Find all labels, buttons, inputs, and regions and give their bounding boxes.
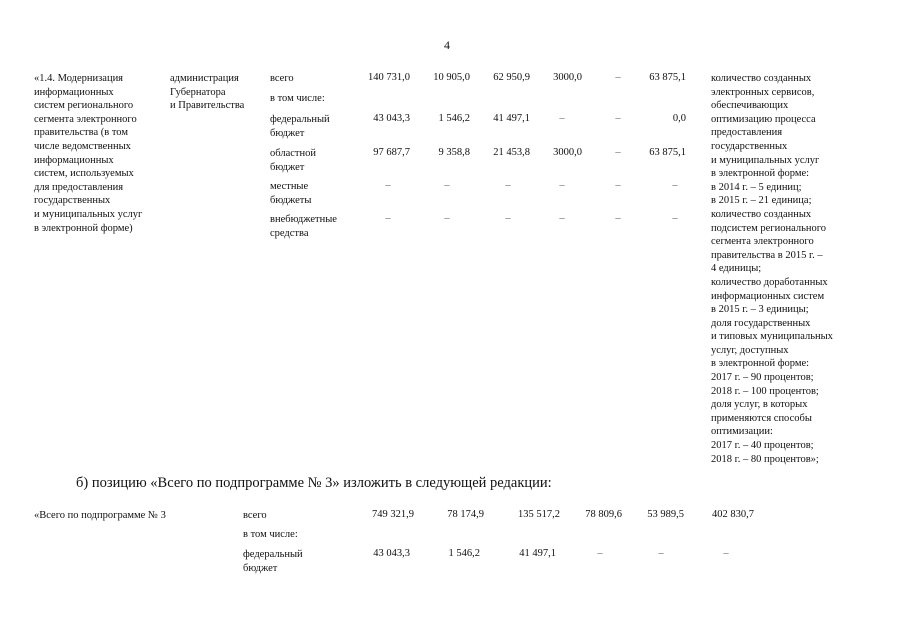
value-cell: 749 321,9 <box>372 509 414 520</box>
source-total: всего <box>243 510 267 521</box>
value-cell: 63 875,1 <box>649 72 686 83</box>
value-cell: – <box>385 180 391 191</box>
value-cell: – <box>615 113 621 124</box>
value-cell: 0,0 <box>672 113 686 124</box>
value-cell: – <box>672 180 678 191</box>
value-cell: 43 043,3 <box>373 548 410 559</box>
source-including: в том числе: <box>270 93 325 104</box>
value-cell: 41 497,1 <box>493 113 530 124</box>
value-cell: – <box>559 113 565 124</box>
value-cell: – <box>385 213 391 224</box>
value-cell: 3000,0 <box>553 147 582 158</box>
page-number: 4 <box>444 38 450 52</box>
source-including: в том числе: <box>243 529 298 540</box>
value-cell: 97 687,7 <box>373 147 410 158</box>
value-cell: – <box>672 213 678 224</box>
source-extrabudget: внебюджетные средства <box>270 214 337 239</box>
value-cell: 21 453,8 <box>493 147 530 158</box>
section-b-heading: б) позицию «Всего по подпрограмме № 3» изложить в следующей редакции: <box>76 475 552 491</box>
value-cell: – <box>723 548 729 559</box>
source-federal: федеральный бюджет <box>243 549 303 574</box>
value-cell: 53 989,5 <box>647 509 684 520</box>
value-cell: 3000,0 <box>553 72 582 83</box>
value-cell: 43 043,3 <box>373 113 410 124</box>
source-local: местные бюджеты <box>270 181 312 206</box>
value-cell: – <box>444 213 450 224</box>
value-cell: – <box>505 180 511 191</box>
source-total: всего <box>270 73 294 84</box>
value-cell: 78 174,9 <box>447 509 484 520</box>
total-name: «Всего по подпрограмме № 3 <box>34 510 166 521</box>
value-cell: – <box>658 548 664 559</box>
value-cell: 78 809,6 <box>585 509 622 520</box>
value-cell: 41 497,1 <box>519 548 556 559</box>
value-cell: 402 830,7 <box>712 509 754 520</box>
value-cell: 135 517,2 <box>518 509 560 520</box>
value-cell: 140 731,0 <box>368 72 410 83</box>
value-cell: 1 546,2 <box>448 548 480 559</box>
value-cell: 63 875,1 <box>649 147 686 158</box>
executor: администрация Губернатора и Правительства <box>170 73 245 112</box>
value-cell: – <box>559 180 565 191</box>
value-cell: 10 905,0 <box>433 72 470 83</box>
value-cell: 62 950,9 <box>493 72 530 83</box>
value-cell: – <box>615 72 621 83</box>
value-cell: – <box>559 213 565 224</box>
value-cell: – <box>615 180 621 191</box>
value-cell: – <box>444 180 450 191</box>
source-regional: областной бюджет <box>270 148 316 173</box>
value-cell: – <box>597 548 603 559</box>
source-federal: федеральный бюджет <box>270 114 330 139</box>
value-cell: 9 358,8 <box>438 147 470 158</box>
indicators: количество созданных электронных сервисов, обеспечивающих оптимизацию процесса предоставления государственных и муниципальных услуг в электронной форме: в 2014 г. – 5 единиц; в 2015 г. – 21 единица; количество созданных подсистем регионального сегмента электронного правительства в 2015 г. – 4 единицы; количество доработанных информационных систем в 2015 г. – 3 единицы; доля государственных и типовых муниципальных услуг, доступных в электронной форме: 2017 г. – 90 процентов; 2018 г. – 100 процентов; доля услуг, в которых применяются способы оптимизации: 2017 г. – 40 процентов; 2018 г. – 80 процентов»; <box>711 73 833 465</box>
value-cell: – <box>615 213 621 224</box>
value-cell: – <box>615 147 621 158</box>
value-cell: 1 546,2 <box>438 113 470 124</box>
measure-name: «1.4. Модернизация информационных систем регионального сегмента электронного правительства (в том числе ведомственных информационных систем, используемых для предоставления государственных и муниципальных услуг в электронной форме) <box>34 73 143 234</box>
value-cell: – <box>505 213 511 224</box>
